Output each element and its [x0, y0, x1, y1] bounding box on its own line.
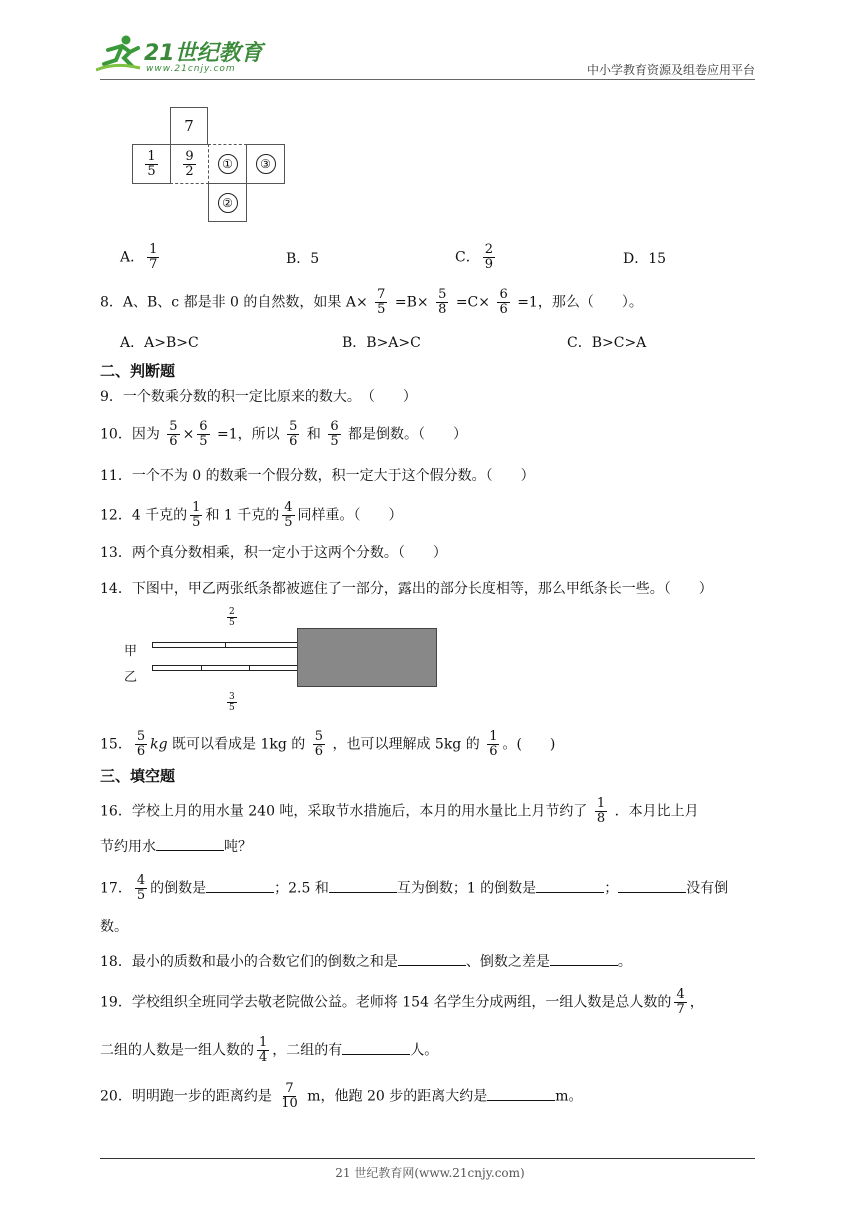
net-middle-cell — [170, 144, 209, 184]
answer-blank[interactable] — [487, 1086, 555, 1101]
strip-yi — [152, 665, 298, 671]
header-rule — [100, 79, 755, 80]
question-18: 18．最小的质数和最小的合数它们的倒数之和是 、倒数之差是 。 — [100, 951, 632, 972]
question-16-line2: 节约用水 吨？ — [100, 836, 252, 857]
question-15: 15． $\frac{5}{6}$ kg 既可以看成是 1kg 的 $\frac{5}{6}$ ，也可以理解成 5kg 的 $\frac{1}{6}$ 。( ) — [100, 729, 556, 759]
answer-blank[interactable] — [156, 836, 224, 851]
cover-rectangle — [297, 628, 437, 687]
question-9: 9．一个数乘分数的积一定比原来的数大。 （ ） — [100, 389, 417, 405]
question-12: 12．4 千克的 $\frac{1}{5}$ 和 1 千克的 $\frac{4}{5}$ 同样重。（ ） — [100, 500, 403, 530]
question-11: 11．一个不为 0 的数乘一个假分数，积一定大于这个假分数。（ ） — [100, 468, 535, 484]
question-19-line1: 19．学校组织全班同学去敬老院做公益。老师将 154 名学生分成两组，一组人数是总人数的 $\frac{4}{7}$ ， — [100, 987, 704, 1017]
answer-blank[interactable] — [536, 878, 604, 893]
strip-top-fraction: $\frac{2}{5}$ — [229, 607, 235, 628]
strip-jia — [152, 642, 298, 648]
question-17-line2: 数。 — [100, 919, 128, 935]
section-fill-title: 三、填空题 — [100, 767, 176, 785]
question-20: 20．明明跑一步的距离约是 $\frac{7}{10}$ m，他跑 20 步的距离大约是 m。 — [100, 1081, 583, 1111]
question-16-line1: 16．学校上月的用水量 240 吨，采取节水措施后，本月的用水量比上月节约了 $\frac{1}{8}$ ．本月比上月 — [100, 796, 699, 826]
header-logo — [96, 34, 266, 78]
section-judgement-title: 二、判断题 — [100, 362, 176, 380]
strip-label-jia: 甲 — [124, 644, 138, 659]
q8-option-c: C．B>C>A — [567, 335, 647, 351]
net-middle-fraction: $\frac{9}{2}$ — [185, 148, 194, 179]
net-circle1-cell: ① — [208, 144, 247, 184]
answer-blank[interactable] — [329, 878, 397, 893]
q7-option-a: A． $\frac{1}{7}$ — [120, 242, 158, 272]
footer-text: 21 世纪教育网(www.21cnjy.com) — [335, 1166, 525, 1180]
net-top-cell: 7 — [170, 107, 208, 145]
net-left-fraction: $\frac{1}{5}$ — [147, 148, 156, 179]
question-19-line2: 二组的人数是一组人数的 $\frac{1}{4}$ ，二组的有 人。 — [100, 1035, 439, 1065]
q7-option-d: D．15 — [623, 251, 667, 267]
question-14: 14．下图中，甲乙两张纸条都被遮住了一部分，露出的部分长度相等，那么甲纸条长一些。（ ） — [100, 581, 713, 597]
answer-blank[interactable] — [398, 951, 466, 966]
answer-blank[interactable] — [342, 1040, 410, 1055]
answer-blank[interactable] — [550, 951, 618, 966]
strip-bottom-fraction: $\frac{3}{5}$ — [229, 692, 235, 713]
q7-option-c: C． $\frac{2}{9}$ — [455, 242, 493, 272]
net-circle2-cell: ② — [208, 183, 247, 222]
question-8: 8．A、B、c 都是非 0 的自然数，如果 A× $\frac{7}{5}$ =B× $\frac{5}{8}$ =C× $\frac{6}{6}$ =1，那么（ ）。 — [100, 287, 643, 317]
q7-option-b: B．5 — [286, 251, 320, 267]
answer-blank[interactable] — [206, 878, 274, 893]
logo-url: www.21cnjy.com — [146, 64, 236, 74]
question-17-line1: 17． $\frac{4}{5}$ 的倒数是 ；2.5 和 互为倒数；1 的倒数是 ； 没有倒 — [100, 873, 729, 903]
logo-text: 21世纪教育 — [144, 41, 263, 66]
footer-rule — [100, 1158, 755, 1159]
q8-option-a: A．A>B>C — [120, 335, 199, 351]
net-circle3-cell: ③ — [246, 144, 285, 184]
q8-option-b: B．B>A>C — [342, 335, 421, 351]
header-right-text: 中小学教育资源及组卷应用平台 — [586, 63, 755, 77]
question-10: 10．因为 $\frac{5}{6}$ × $\frac{6}{5}$ =1，所以 $\frac{5}{6}$ 和 $\frac{6}{5}$ 都是倒数。（ ） — [100, 419, 468, 449]
strip-label-yi: 乙 — [124, 670, 138, 685]
question-13: 13．两个真分数相乘，积一定小于这两个分数。（ ） — [100, 545, 447, 561]
net-left-cell — [132, 144, 171, 184]
answer-blank[interactable] — [618, 878, 686, 893]
runner-logo-icon — [96, 34, 142, 74]
